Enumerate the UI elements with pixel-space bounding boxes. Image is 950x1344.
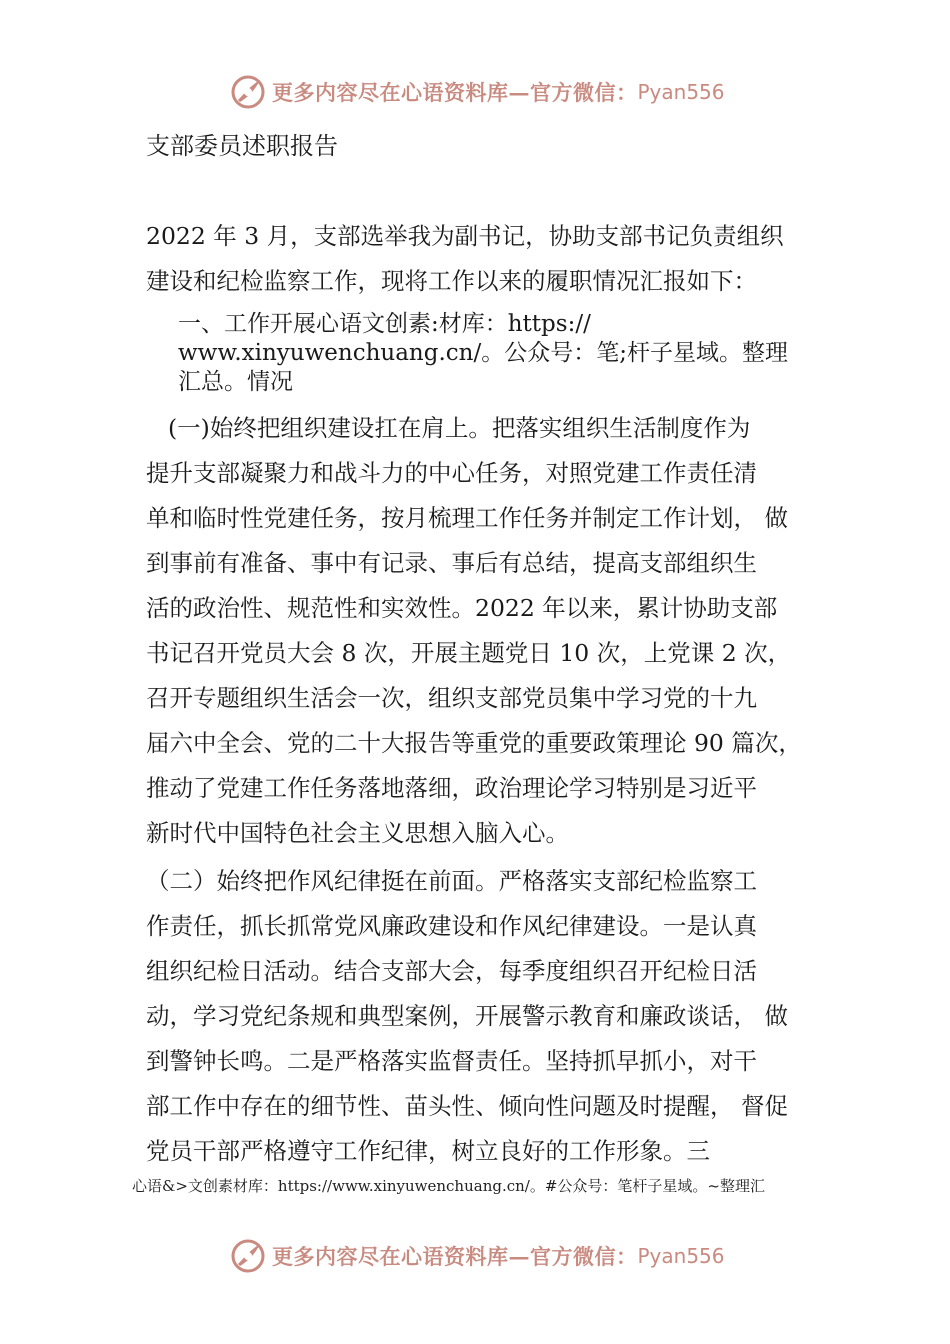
feather-logo-icon (230, 1238, 266, 1274)
text-line: 汇总。情况 (178, 369, 293, 395)
banner-text: 更多内容尽在心语资料库—官方微信： (272, 80, 638, 105)
text-line: 作责任，抓长抓常党风廉政建设和作风纪律建设。一是认真 (146, 912, 757, 940)
intro-paragraph (146, 214, 816, 304)
text-line: 书记召开党员大会 8 次，开展主题党日 10 次，上党课 2 次， (146, 639, 792, 667)
text-line: 召开专题组织生活会一次，组织支部党员集中学习党的十九 (146, 684, 757, 712)
document-title: 支部委员述职报告 (146, 132, 338, 160)
text-line: 单和临时性党建任务，按月梳理工作任务并制定工作计划， 做 (146, 504, 788, 532)
text-line: 党员干部严格遵守工作纪律，树立良好的工作形象。三 (146, 1137, 710, 1165)
footer-note: 心语&>文创素材库：https://www.xinyuwenchuang.cn/。#公众号：笔杆子星域。~整理汇 (132, 1177, 765, 1195)
text-line: 推动了党建工作任务落地落细，政治理论学习特别是习近平 (146, 774, 757, 802)
text-line: 2022 年 3 月，支部选举我为副书记，协助支部书记负责组织 (146, 222, 784, 250)
footer-banner (230, 1236, 750, 1276)
text-line: 动，学习党纪条规和典型案例，开展警示教育和廉政谈话， 做 (146, 1002, 788, 1030)
text-line: 一、工作开展心语文创素:材库：https:// (178, 311, 591, 337)
text-line: www.xinyuwenchuang.cn/。公众号：笔;杆子星域。整理 (178, 340, 788, 366)
text-line: 组织纪检日活动。结合支部大会，每季度组织召开纪检日活 (146, 957, 757, 985)
text-line: 到警钟长鸣。二是严格落实监督责任。坚持抓早抓小，对干 (146, 1047, 757, 1075)
text-line: (一)始终把组织建设扛在肩上。把落实组织生活制度作为 (168, 414, 751, 442)
paragraph-discipline (146, 859, 816, 1174)
paragraph-organization (146, 406, 816, 856)
text-line: 部工作中存在的细节性、苗头性、倾向性问题及时提醒， 督促 (146, 1092, 788, 1120)
banner-wechat-id: Pyan556 (637, 80, 725, 104)
text-line: 新时代中国特色社会主义思想入脑入心。 (146, 819, 569, 847)
text-line: 到事前有准备、事中有记录、事后有总结，提高支部组织生 (146, 549, 757, 577)
text-line: 届六中全会、党的二十大报告等重党的重要政策理论 90 篇次， (146, 729, 802, 757)
text-line: 建设和纪检监察工作，现将工作以来的履职情况汇报如下： (146, 267, 757, 295)
text-line: （二）始终把作风纪律挺在前面。严格落实支部纪检监察工 (146, 867, 757, 895)
banner-wechat-id: Pyan556 (637, 1244, 725, 1268)
section-heading (178, 310, 818, 397)
feather-logo-icon (230, 74, 266, 110)
text-line: 活的政治性、规范性和实效性。2022 年以来，累计协助支部 (146, 594, 778, 622)
header-banner (230, 72, 750, 112)
banner-text: 更多内容尽在心语资料库—官方微信： (272, 1244, 638, 1269)
text-line: 提升支部凝聚力和战斗力的中心任务，对照党建工作责任清 (146, 459, 757, 487)
